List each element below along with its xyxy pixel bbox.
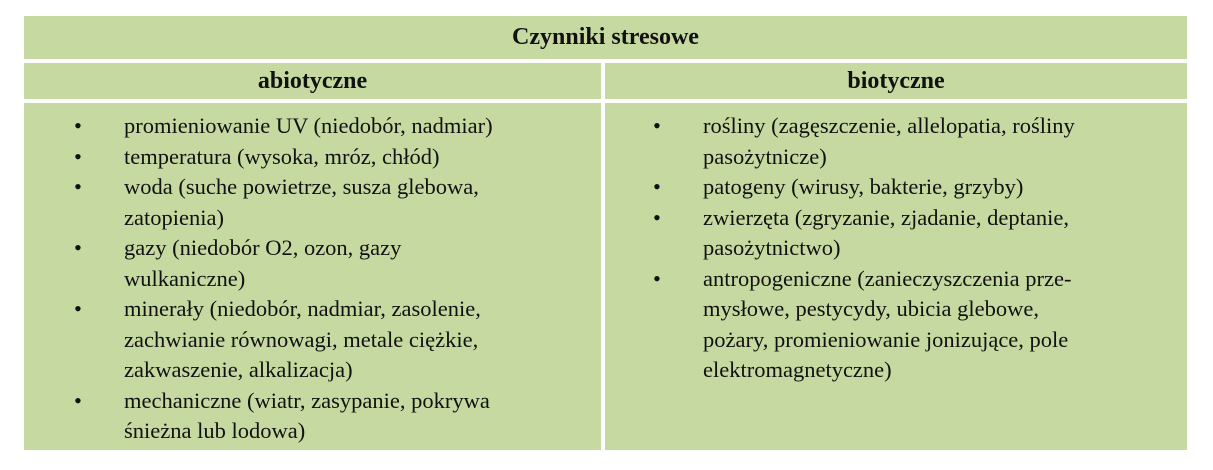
list-item <box>74 294 594 386</box>
table-title <box>24 16 1187 59</box>
list-item-line: mysłowe, pestycydy, ubicia glebowe, <box>703 296 1039 321</box>
column-header-biotic <box>605 63 1187 99</box>
list-item-line: wulkaniczne) <box>124 265 246 291</box>
bullet-icon: • <box>653 204 661 230</box>
bullet-icon: • <box>74 387 82 413</box>
list-item <box>74 142 594 173</box>
biotic-factors-cell <box>605 103 1187 450</box>
abiotic-factors-cell <box>24 103 601 450</box>
biotic-factors-list <box>653 111 1183 386</box>
list-item-line: pasożytnicze) <box>703 143 827 169</box>
list-item-line: zakwaszenie, alkalizacja) <box>124 357 353 382</box>
list-item-line: śnieżna lub lodowa) <box>124 418 306 443</box>
list-item <box>653 172 1183 203</box>
list-item <box>653 264 1183 386</box>
column-header-biotic-text: biotyczne <box>847 67 945 94</box>
list-item-line: zatopienia) <box>124 204 224 230</box>
table-title-text: Czynniki stresowe <box>512 24 699 50</box>
bullet-icon: • <box>653 174 661 199</box>
column-header-abiotic-text: abiotyczne <box>257 67 368 94</box>
bullet-icon: • <box>74 174 82 199</box>
abiotic-factors-list <box>74 111 594 447</box>
list-item-line: pożary, promieniowanie jonizujące, pole <box>703 326 1069 352</box>
list-item <box>653 111 1183 172</box>
list-item-line: mechaniczne (wiatr, zasypanie, pokrywa <box>124 387 490 413</box>
bullet-icon: • <box>74 113 82 138</box>
list-item-line: temperatura (wysoka, mróz, chłód) <box>124 143 440 169</box>
bullet-icon: • <box>653 113 661 138</box>
list-item-line: antropogeniczne (zanieczyszczenia prze- <box>703 265 1072 291</box>
list-item-line: rośliny (zagęszczenie, allelopatia, rośliny <box>703 113 1075 138</box>
list-item-line: pasożytnictwo) <box>703 235 841 260</box>
bullet-icon: • <box>74 143 82 169</box>
list-item-line: zachwianie równowagi, metale ciężkie, <box>124 326 479 352</box>
column-header-abiotic <box>24 63 601 99</box>
list-item-line: elektromagnetyczne) <box>703 357 892 382</box>
list-item-line: minerały (niedobór, nadmiar, zasolenie, <box>124 296 481 321</box>
list-item <box>74 172 594 233</box>
list-item-line: zwierzęta (zgryzanie, zjadanie, deptanie, <box>703 204 1070 230</box>
list-item-line: patogeny (wirusy, bakterie, grzyby) <box>703 174 1024 199</box>
list-item <box>74 233 594 294</box>
list-item <box>74 111 594 142</box>
stress-factors-table <box>24 16 1187 450</box>
bullet-icon: • <box>653 265 661 291</box>
list-item <box>653 203 1183 264</box>
list-item-line: gazy (niedobór O2, ozon, gazy <box>124 235 402 260</box>
bullet-icon: • <box>74 296 82 321</box>
list-item-line: promieniowanie UV (niedobór, nadmiar) <box>124 113 493 138</box>
list-item <box>74 386 594 447</box>
list-item-line: woda (suche powietrze, susza glebowa, <box>124 174 479 199</box>
bullet-icon: • <box>74 235 82 260</box>
